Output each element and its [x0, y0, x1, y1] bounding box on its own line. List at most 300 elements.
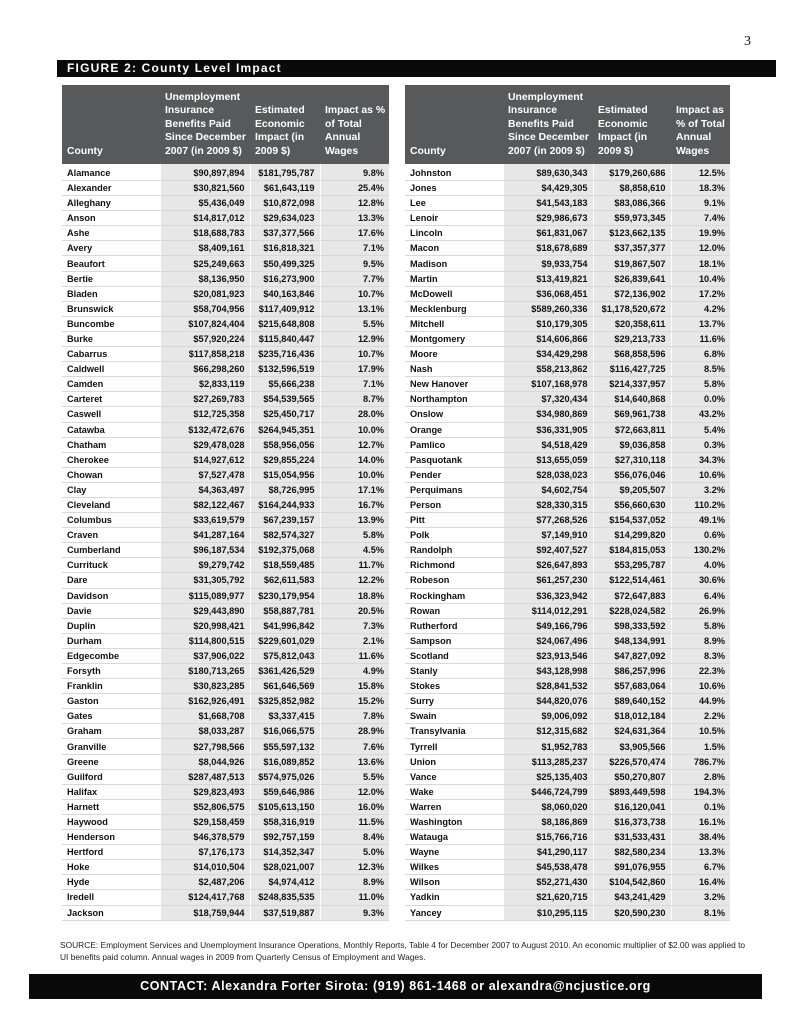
- county-cell: Wilkes: [405, 860, 503, 875]
- impact-cell: $69,961,738: [593, 407, 671, 422]
- table-row: [62, 377, 389, 392]
- county-cell: Perquimans: [405, 482, 503, 497]
- pct-cell: 18.8%: [320, 588, 389, 603]
- pct-cell: 9.3%: [320, 905, 389, 920]
- table-row: [62, 528, 389, 543]
- county-cell: Duplin: [62, 618, 160, 633]
- benefits-cell: $14,010,504: [160, 860, 250, 875]
- county-cell: Jackson: [62, 905, 160, 920]
- pct-cell: 9.5%: [320, 256, 389, 271]
- county-cell: Stanly: [405, 664, 503, 679]
- impact-cell: $164,244,933: [250, 497, 320, 512]
- county-cell: Craven: [62, 528, 160, 543]
- benefits-cell: $12,315,682: [503, 724, 593, 739]
- pct-cell: 17.2%: [671, 286, 730, 301]
- table-row: [405, 845, 730, 860]
- benefits-cell: $162,926,491: [160, 694, 250, 709]
- table-row: [405, 814, 730, 829]
- benefits-cell: $45,538,478: [503, 860, 593, 875]
- impact-cell: $132,596,519: [250, 362, 320, 377]
- pct-cell: 0.6%: [671, 528, 730, 543]
- figure-title: FIGURE 2: County Level Impact: [57, 60, 776, 77]
- pct-cell: 8.7%: [320, 392, 389, 407]
- table-row: [405, 196, 730, 211]
- pct-cell: 12.0%: [320, 784, 389, 799]
- impact-cell: $56,660,630: [593, 497, 671, 512]
- benefits-cell: $44,820,076: [503, 694, 593, 709]
- table-row: [62, 226, 389, 241]
- table-row: [62, 467, 389, 482]
- impact-cell: $181,795,787: [250, 164, 320, 181]
- table-row: [405, 664, 730, 679]
- pct-cell: 16.4%: [671, 875, 730, 890]
- table-row: [62, 648, 389, 663]
- benefits-cell: $61,257,230: [503, 573, 593, 588]
- table-row: [405, 739, 730, 754]
- impact-cell: $117,409,912: [250, 301, 320, 316]
- table-row: [62, 362, 389, 377]
- pct-cell: 0.1%: [671, 799, 730, 814]
- county-cell: New Hanover: [405, 377, 503, 392]
- benefits-cell: $18,759,944: [160, 905, 250, 920]
- pct-cell: 10.7%: [320, 347, 389, 362]
- county-cell: Avery: [62, 241, 160, 256]
- header-benefits: Unemployment Insurance Benefits Paid Since December 2007 (in 2009 $): [160, 85, 250, 164]
- table-row: [62, 905, 389, 920]
- impact-cell: $67,239,157: [250, 513, 320, 528]
- pct-cell: 43.2%: [671, 407, 730, 422]
- county-cell: Surry: [405, 694, 503, 709]
- benefits-cell: $9,279,742: [160, 558, 250, 573]
- county-cell: Carteret: [62, 392, 160, 407]
- county-cell: Caldwell: [62, 362, 160, 377]
- table-row: [405, 694, 730, 709]
- pct-cell: 7.4%: [671, 211, 730, 226]
- impact-cell: $86,257,996: [593, 664, 671, 679]
- pct-cell: 110.2%: [671, 497, 730, 512]
- county-cell: Robeson: [405, 573, 503, 588]
- impact-cell: $59,973,345: [593, 211, 671, 226]
- table-row: [62, 799, 389, 814]
- benefits-cell: $4,518,429: [503, 437, 593, 452]
- benefits-cell: $589,260,336: [503, 301, 593, 316]
- impact-cell: $9,205,507: [593, 482, 671, 497]
- impact-cell: $72,647,883: [593, 588, 671, 603]
- benefits-cell: $52,806,575: [160, 799, 250, 814]
- pct-cell: 11.0%: [320, 890, 389, 905]
- pct-cell: 7.1%: [320, 241, 389, 256]
- benefits-cell: $37,906,022: [160, 648, 250, 663]
- pct-cell: 13.9%: [320, 513, 389, 528]
- table-row: [62, 543, 389, 558]
- impact-cell: $215,648,808: [250, 316, 320, 331]
- table-row: [62, 211, 389, 226]
- pct-cell: 10.5%: [671, 724, 730, 739]
- impact-cell: $325,852,982: [250, 694, 320, 709]
- benefits-cell: $287,487,513: [160, 769, 250, 784]
- impact-cell: $26,839,641: [593, 271, 671, 286]
- benefits-cell: $36,068,451: [503, 286, 593, 301]
- benefits-cell: $49,166,796: [503, 618, 593, 633]
- benefits-cell: $29,158,459: [160, 814, 250, 829]
- benefits-cell: $13,419,821: [503, 271, 593, 286]
- impact-cell: $893,449,598: [593, 784, 671, 799]
- table-row: [62, 181, 389, 196]
- impact-cell: $105,613,150: [250, 799, 320, 814]
- impact-cell: $8,858,610: [593, 181, 671, 196]
- table-row: [405, 362, 730, 377]
- pct-cell: 10.7%: [320, 286, 389, 301]
- county-cell: Scotland: [405, 648, 503, 663]
- benefits-cell: $2,833,119: [160, 377, 250, 392]
- county-cell: Moore: [405, 347, 503, 362]
- table-row: [62, 573, 389, 588]
- county-cell: Wake: [405, 784, 503, 799]
- pct-cell: 13.3%: [671, 845, 730, 860]
- pct-cell: 12.8%: [320, 196, 389, 211]
- pct-cell: 12.2%: [320, 573, 389, 588]
- impact-cell: $89,640,152: [593, 694, 671, 709]
- impact-cell: $9,036,858: [593, 437, 671, 452]
- county-cell: Cabarrus: [62, 347, 160, 362]
- county-cell: Johnston: [405, 164, 503, 181]
- benefits-cell: $1,952,783: [503, 739, 593, 754]
- pct-cell: 5.0%: [320, 845, 389, 860]
- table-row: [62, 830, 389, 845]
- header-impact: Estimated Economic Impact (in 2009 $): [250, 85, 320, 164]
- benefits-cell: $10,295,115: [503, 905, 593, 920]
- county-cell: Pitt: [405, 513, 503, 528]
- impact-cell: $58,887,781: [250, 603, 320, 618]
- table-row: [62, 513, 389, 528]
- county-cell: Yancey: [405, 905, 503, 920]
- benefits-cell: $9,006,092: [503, 709, 593, 724]
- pct-cell: 16.7%: [320, 497, 389, 512]
- impact-cell: $226,570,474: [593, 754, 671, 769]
- benefits-cell: $61,831,067: [503, 226, 593, 241]
- county-cell: Haywood: [62, 814, 160, 829]
- table-row: [405, 407, 730, 422]
- impact-cell: $154,537,052: [593, 513, 671, 528]
- county-cell: Mecklenburg: [405, 301, 503, 316]
- table-row: [405, 437, 730, 452]
- benefits-cell: $20,081,923: [160, 286, 250, 301]
- table-row: [405, 241, 730, 256]
- county-cell: Henderson: [62, 830, 160, 845]
- benefits-cell: $114,800,515: [160, 633, 250, 648]
- pct-cell: 17.6%: [320, 226, 389, 241]
- impact-cell: $5,666,238: [250, 377, 320, 392]
- county-cell: Warren: [405, 799, 503, 814]
- pct-cell: 8.4%: [320, 830, 389, 845]
- benefits-cell: $107,824,404: [160, 316, 250, 331]
- impact-cell: $16,373,738: [593, 814, 671, 829]
- county-cell: Polk: [405, 528, 503, 543]
- impact-cell: $1,178,520,672: [593, 301, 671, 316]
- pct-cell: 1.5%: [671, 739, 730, 754]
- pct-cell: 8.1%: [671, 905, 730, 920]
- table-row: [405, 256, 730, 271]
- table-row: [62, 603, 389, 618]
- benefits-cell: $57,920,224: [160, 331, 250, 346]
- county-cell: Wayne: [405, 845, 503, 860]
- pct-cell: 17.1%: [320, 482, 389, 497]
- benefits-cell: $24,067,496: [503, 633, 593, 648]
- county-cell: Graham: [62, 724, 160, 739]
- county-cell: Davidson: [62, 588, 160, 603]
- benefits-cell: $26,647,893: [503, 558, 593, 573]
- county-cell: Gaston: [62, 694, 160, 709]
- benefits-cell: $7,176,173: [160, 845, 250, 860]
- pct-cell: 6.8%: [671, 347, 730, 362]
- benefits-cell: $89,630,343: [503, 164, 593, 181]
- pct-cell: 18.1%: [671, 256, 730, 271]
- county-cell: Caswell: [62, 407, 160, 422]
- county-cell: Burke: [62, 331, 160, 346]
- table-row: [405, 316, 730, 331]
- pct-cell: 7.1%: [320, 377, 389, 392]
- impact-cell: $122,514,461: [593, 573, 671, 588]
- impact-cell: $28,021,007: [250, 860, 320, 875]
- table-row: [62, 784, 389, 799]
- impact-cell: $58,956,056: [250, 437, 320, 452]
- table-row: [405, 648, 730, 663]
- benefits-cell: $8,060,020: [503, 799, 593, 814]
- table-row: [405, 528, 730, 543]
- benefits-cell: $4,429,305: [503, 181, 593, 196]
- impact-cell: $37,519,887: [250, 905, 320, 920]
- benefits-cell: $21,620,715: [503, 890, 593, 905]
- county-cell: Chatham: [62, 437, 160, 452]
- benefits-cell: $18,678,689: [503, 241, 593, 256]
- impact-cell: $20,358,611: [593, 316, 671, 331]
- county-cell: Lenoir: [405, 211, 503, 226]
- pct-cell: 28.9%: [320, 724, 389, 739]
- header-county: County: [405, 85, 503, 164]
- pct-cell: 10.0%: [320, 422, 389, 437]
- table-row: [405, 347, 730, 362]
- table-row: [405, 181, 730, 196]
- table-row: [405, 860, 730, 875]
- pct-cell: 28.0%: [320, 407, 389, 422]
- table-row: [62, 407, 389, 422]
- pct-cell: 8.5%: [671, 362, 730, 377]
- benefits-cell: $43,128,998: [503, 664, 593, 679]
- benefits-cell: $29,478,028: [160, 437, 250, 452]
- benefits-cell: $82,122,467: [160, 497, 250, 512]
- impact-cell: $98,333,592: [593, 618, 671, 633]
- pct-cell: 12.9%: [320, 331, 389, 346]
- benefits-cell: $10,179,305: [503, 316, 593, 331]
- header-pct-wages: Impact as % of Total Annual Wages: [671, 85, 730, 164]
- impact-cell: $14,352,347: [250, 845, 320, 860]
- pct-cell: 5.8%: [671, 377, 730, 392]
- pct-cell: 4.2%: [671, 301, 730, 316]
- benefits-cell: $29,443,890: [160, 603, 250, 618]
- impact-cell: $10,872,098: [250, 196, 320, 211]
- pct-cell: 8.9%: [320, 875, 389, 890]
- county-cell: Chowan: [62, 467, 160, 482]
- pct-cell: 26.9%: [671, 603, 730, 618]
- benefits-cell: $58,704,956: [160, 301, 250, 316]
- benefits-cell: $2,487,206: [160, 875, 250, 890]
- pct-cell: 4.9%: [320, 664, 389, 679]
- table-row: [405, 875, 730, 890]
- impact-cell: $248,835,535: [250, 890, 320, 905]
- impact-cell: $228,024,582: [593, 603, 671, 618]
- pct-cell: 11.6%: [320, 648, 389, 663]
- pct-cell: 30.6%: [671, 573, 730, 588]
- benefits-cell: $446,724,799: [503, 784, 593, 799]
- pct-cell: 5.8%: [671, 618, 730, 633]
- impact-cell: $192,375,068: [250, 543, 320, 558]
- pct-cell: 12.5%: [671, 164, 730, 181]
- table-row: [62, 875, 389, 890]
- county-cell: Cherokee: [62, 452, 160, 467]
- benefits-cell: $8,044,926: [160, 754, 250, 769]
- header-pct-wages: Impact as % of Total Annual Wages: [320, 85, 389, 164]
- table-row: [62, 271, 389, 286]
- pct-cell: 5.4%: [671, 422, 730, 437]
- impact-cell: $104,542,860: [593, 875, 671, 890]
- county-cell: Pamlico: [405, 437, 503, 452]
- pct-cell: 13.3%: [320, 211, 389, 226]
- table-row: [62, 754, 389, 769]
- table-row: [62, 739, 389, 754]
- pct-cell: 2.2%: [671, 709, 730, 724]
- impact-cell: $75,812,043: [250, 648, 320, 663]
- impact-cell: $116,427,725: [593, 362, 671, 377]
- table-row: [405, 331, 730, 346]
- pct-cell: 11.5%: [320, 814, 389, 829]
- table-row: [62, 347, 389, 362]
- table-row: [62, 452, 389, 467]
- table-row: [62, 316, 389, 331]
- table-row: [405, 618, 730, 633]
- pct-cell: 18.3%: [671, 181, 730, 196]
- table-row: [62, 618, 389, 633]
- table-row: [62, 845, 389, 860]
- table-row: [405, 558, 730, 573]
- pct-cell: 3.2%: [671, 890, 730, 905]
- table-row: [62, 664, 389, 679]
- table-row: [405, 377, 730, 392]
- table-row: [405, 164, 730, 181]
- county-cell: Rowan: [405, 603, 503, 618]
- table-row: [405, 286, 730, 301]
- pct-cell: 7.7%: [320, 271, 389, 286]
- benefits-cell: $29,823,493: [160, 784, 250, 799]
- impact-cell: $54,539,565: [250, 392, 320, 407]
- county-cell: Swain: [405, 709, 503, 724]
- table-row: [405, 784, 730, 799]
- benefits-cell: $36,331,905: [503, 422, 593, 437]
- county-cell: Hyde: [62, 875, 160, 890]
- benefits-cell: $107,168,978: [503, 377, 593, 392]
- benefits-cell: $41,543,183: [503, 196, 593, 211]
- pct-cell: 25.4%: [320, 181, 389, 196]
- table-row: [405, 769, 730, 784]
- benefits-cell: $30,823,285: [160, 679, 250, 694]
- county-cell: Catawba: [62, 422, 160, 437]
- table-row: [405, 543, 730, 558]
- table-row: [62, 679, 389, 694]
- county-cell: Columbus: [62, 513, 160, 528]
- pct-cell: 44.9%: [671, 694, 730, 709]
- pct-cell: 8.9%: [671, 633, 730, 648]
- impact-cell: $83,086,366: [593, 196, 671, 211]
- benefits-cell: $13,655,059: [503, 452, 593, 467]
- pct-cell: 34.3%: [671, 452, 730, 467]
- table-row: [405, 392, 730, 407]
- impact-cell: $19,867,507: [593, 256, 671, 271]
- header-impact: Estimated Economic Impact (in 2009 $): [593, 85, 671, 164]
- impact-cell: $29,634,023: [250, 211, 320, 226]
- county-cell: Edgecombe: [62, 648, 160, 663]
- impact-cell: $37,357,377: [593, 241, 671, 256]
- impact-cell: $20,590,230: [593, 905, 671, 920]
- impact-cell: $62,611,583: [250, 573, 320, 588]
- pct-cell: 12.0%: [671, 241, 730, 256]
- county-cell: Wilson: [405, 875, 503, 890]
- pct-cell: 38.4%: [671, 830, 730, 845]
- pct-cell: 7.3%: [320, 618, 389, 633]
- pct-cell: 15.2%: [320, 694, 389, 709]
- header-county: County: [62, 85, 160, 164]
- benefits-cell: $5,436,049: [160, 196, 250, 211]
- benefits-cell: $96,187,534: [160, 543, 250, 558]
- table-row: [62, 241, 389, 256]
- county-cell: Madison: [405, 256, 503, 271]
- source-note: SOURCE: Employment Services and Unemployment Insurance Operations, Monthly Reports, Table 4 for December 2007 to August 2010. An economic multiplier of $2.00 was applied to UI benefits paid column. Annual wages in 2009 from Quarterly Census of Employment and Wages.: [60, 940, 746, 962]
- county-cell: Washington: [405, 814, 503, 829]
- impact-cell: $50,270,807: [593, 769, 671, 784]
- county-cell: Durham: [62, 633, 160, 648]
- county-cell: Dare: [62, 573, 160, 588]
- county-cell: Rutherford: [405, 618, 503, 633]
- benefits-cell: $14,927,612: [160, 452, 250, 467]
- table-row: [405, 830, 730, 845]
- impact-cell: $25,450,717: [250, 407, 320, 422]
- pct-cell: 13.6%: [320, 754, 389, 769]
- table-row: [62, 196, 389, 211]
- table-row: [405, 905, 730, 920]
- impact-cell: $8,726,995: [250, 482, 320, 497]
- county-table-right: [405, 85, 730, 921]
- pct-cell: 2.1%: [320, 633, 389, 648]
- table-row: [405, 633, 730, 648]
- benefits-cell: $20,998,421: [160, 618, 250, 633]
- impact-cell: $50,499,325: [250, 256, 320, 271]
- table-row: [62, 558, 389, 573]
- page-number: 3: [744, 34, 751, 49]
- benefits-cell: $33,619,579: [160, 513, 250, 528]
- table-row: [62, 331, 389, 346]
- pct-cell: 786.7%: [671, 754, 730, 769]
- impact-cell: $214,337,957: [593, 377, 671, 392]
- pct-cell: 14.0%: [320, 452, 389, 467]
- impact-cell: $16,273,900: [250, 271, 320, 286]
- table-row: [405, 482, 730, 497]
- table-row: [62, 422, 389, 437]
- benefits-cell: $7,527,478: [160, 467, 250, 482]
- left-table-body: [62, 164, 389, 920]
- impact-cell: $264,945,351: [250, 422, 320, 437]
- table-row: [62, 437, 389, 452]
- benefits-cell: $18,688,783: [160, 226, 250, 241]
- county-cell: Beaufort: [62, 256, 160, 271]
- county-cell: Pender: [405, 467, 503, 482]
